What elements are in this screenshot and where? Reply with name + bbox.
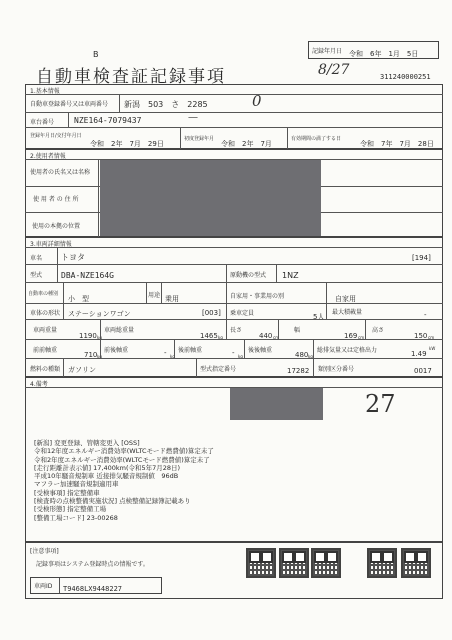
private-business-label: 自家用・事業用の別 [230,293,285,300]
record-date-box [308,41,439,59]
width-label: 幅 [294,327,301,334]
notes-line: [受検形態] 指定整備工場 [34,505,107,514]
kg-unit: kg [308,354,313,359]
kg-unit: kg [170,354,175,359]
notes-line: [検査時の点検整備実施状況] 点検整備記録簿記載あり [34,497,191,506]
user-name-label: 使用者の氏名又は名称 [30,169,91,176]
engine-value: 1NZ [282,271,299,280]
rear-rear-axle-value: 480 [295,351,309,359]
notes-list [34,439,214,522]
notice-text: 記録事項はシステム登録時点の情報です。 [36,561,149,568]
body-shape-value: ステーションワゴン [68,310,131,318]
gross-weight-label: 車両総重量 [104,327,135,334]
handwritten-27: 27 [365,390,396,418]
category-number-label: 類別区分番号 [318,366,355,373]
height-label: 高さ [372,327,385,334]
vehicle-info-heading: 3.車両詳細情報 [30,241,72,248]
length-label: 長さ [230,327,243,334]
designation-number-label: 型式指定番号 [200,366,237,373]
use-label: 用途 [148,292,161,299]
expiry-date-label: 有効期間の満了する日 [291,136,342,142]
max-load-label: 最大積載量 [332,309,363,316]
car-id-label: 車両ID [34,583,53,590]
cm-unit: cm [273,335,280,340]
vehicle-kind-value: 小 型 [68,295,89,303]
kg-unit: kg [97,354,102,359]
vehicle-kind-label: 自動車の種別 [28,291,59,297]
qr-code-2 [279,548,309,578]
record-date-value: 令和 6年 1月 5日 [349,50,419,58]
notes-line: [走行距離計表示値] 17,400km(令和5年7月28日) [34,463,181,472]
gross-weight-value: 1465 [200,332,218,340]
reg-date-label: 登録年月日/交付年月日 [30,133,82,139]
maker-code: [194] [412,254,431,262]
body-shape-code: [003] [202,309,221,317]
form-type-label: B [93,50,99,59]
front-front-axle-value: 710 [84,351,98,359]
record-date-label: 記録年月日 [312,48,343,55]
expiry-date-value: 令和 7年 7月 28日 [360,140,434,148]
kg-unit: kg [238,354,243,359]
notes-line: [整備工場コード] 23-00268 [34,513,118,522]
category-number-value: 0017 [414,367,432,375]
cm-unit: cm [428,335,435,340]
rear-front-axle-value: - [232,349,235,357]
kw-unit: kW [429,346,436,351]
redacted-notes-area [230,388,323,420]
front-front-axle-label: 前前軸重 [33,347,58,354]
use-value: 乗用 [165,295,179,303]
kg-unit: kg [218,335,223,340]
reg-date-value: 令和 2年 7月 29日 [90,140,164,148]
notes-line: 平成10年騒音規制車 近接排気騒音規制値 96dB [34,472,179,481]
handwritten-date: 8/27 [318,62,350,78]
rear-rear-axle-label: 後後軸重 [248,347,273,354]
fuel-type-value: ガソリン [68,366,96,374]
max-load-value: - [424,311,427,319]
notes-line: [新潟] 変更登録、管轄変更入 [OSS] [34,439,140,447]
displacement-value: 1.49 [411,350,427,358]
notes-line: 令和2年度エネルギー消費効率(WLTCモード燃費値)算定未了 [34,455,210,464]
registration-number-value: 新潟 503 さ 2285 [124,100,208,109]
maker-label: 車名 [30,255,43,262]
designation-number-value: 17282 [287,367,310,375]
notes-line: 令和12年度エネルギー消費効率(WLTCモード燃費値)算定未了 [34,447,214,456]
registration-number-label: 自動車登録番号又は車両番号 [30,101,109,108]
user-info-heading: 2.使用者情報 [30,153,66,160]
cm-unit: cm [358,335,365,340]
rear-front-axle-label: 後前軸重 [178,347,203,354]
private-business-value: 自家用 [335,295,356,303]
height-value: 150 [414,332,428,340]
car-id-value: T9468LX9448227 [63,585,123,593]
body-shape-label: 車体の形状 [30,310,61,317]
document-number: 311240000251 [380,73,431,81]
notes-line: マフラー加速騒音規制適用車 [34,480,119,489]
vehicle-weight-label: 車両重量 [33,327,58,334]
chassis-number-value: NZE164-7079437 [74,116,142,125]
capacity-label: 乗車定員 [230,310,255,317]
qr-code-1 [246,548,276,578]
model-label: 型式 [30,272,43,279]
car-id-box [30,577,162,594]
length-value: 440 [259,332,273,340]
handwritten-dash: — [188,112,198,123]
model-value: DBA-NZE164G [61,271,114,280]
user-base-label: 使用の本拠の位置 [32,223,81,230]
qr-code-3 [311,548,341,578]
width-value: 169 [344,332,358,340]
handwritten-zero: 0 [252,92,262,110]
engine-label: 原動機の型式 [230,272,267,279]
qr-code-4 [367,548,397,578]
redacted-user-info [100,160,321,236]
vehicle-weight-value: 1190 [79,332,97,340]
chassis-number-label: 車台番号 [30,119,55,126]
displacement-label: 総排気量又は定格出力 [317,347,378,354]
user-address-label: 使 用 者 の 住 所 [33,196,79,203]
kg-unit: kg [97,335,102,340]
qr-code-5 [401,548,431,578]
capacity-value: 5人 [313,313,325,321]
notes-line: [受検事項] 指定整備車 [34,488,100,497]
first-reg-label: 初度登録年月 [184,136,215,142]
basic-info-heading: 1.基本情報 [30,88,60,95]
fuel-type-label: 燃料の種類 [30,366,61,373]
first-reg-value: 令和 2年 7月 [221,140,272,148]
maker-value: トヨタ [61,253,85,262]
notes-heading: 4.備考 [30,381,48,388]
notice-heading: [注意事項] [30,548,59,555]
front-rear-axle-value: - [164,349,167,357]
document-title: 自動車検査証記録事項 [36,67,226,87]
front-rear-axle-label: 前後軸重 [104,347,129,354]
